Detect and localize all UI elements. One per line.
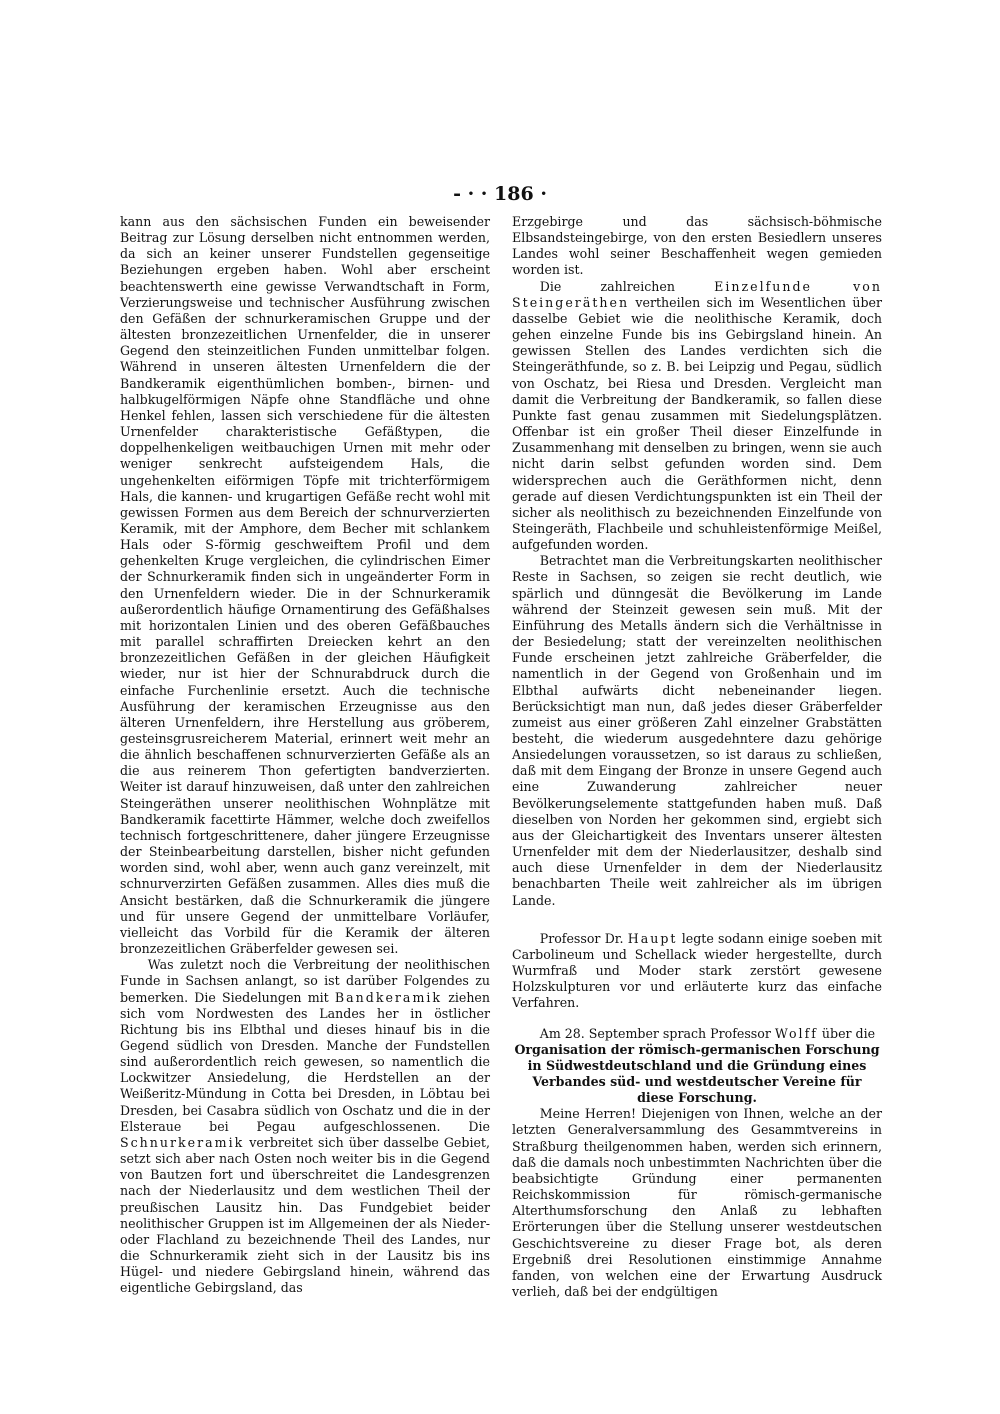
left-paragraph-2-part-a: Was zuletzt noch die Verbreitung der neolithischen Funde in Sachsen anlangt, so ist darüber Folgendes zu bemerken. Die Siedelungen mit (120, 957, 490, 1005)
left-paragraph-2-part-b: ziehen sich vom Nordwesten des Landes her in östlicher Richtung bis ins Elbthal und dieses hinauf bis in die Gegend südlich von Dresden. Manche der Fundstellen sind außerordentlich reich gewesen, so namentlich die Lockwitzer Ansiedelung, die Herdstellen an der Weißeritz-Mündung in Cotta bei Dresden, in Löbtau bei Dresden, bei Casabra südlich von Oschatz und die in der Elsteraue bei Pegau aufgeschlossenen. Die (120, 989, 491, 1134)
left-paragraph-2 (120, 957, 490, 1296)
right-paragraph-4 (512, 931, 882, 1012)
right-paragraph-6: Meine Herren! Diejenigen von Ihnen, welche an der letzten Generalversammlung des Gesammtvereins in Straßburg theilgenommen haben, werden sich erinnern, daß die damals noch unbestimmten Nachrichten über die beabsichtigte Gründung einer permanenten Reichskommission für römisch-germanische Alterthumsforschung den Anlaß zu lebhaften Erörterungen über die Stellung unserer westdeutschen Geschichtsvereine zu dieser Frage bot, als deren Ergebniß drei Resolutionen einstimmige Annahme fanden, von welchen eine der Erwartung Ausdruck verlieh, daß bei der endgültigen (512, 1106, 882, 1299)
right-paragraph-4-prefix: Professor Dr. (539, 930, 628, 946)
right-paragraph-4-rest: legte sodann einige soeben mit Carbolineum und Schellack wieder hergestellte, durch Wurmfraß und Moder stark zerstört gewesene Holzskulpturen vor und erläuterte kurz das einfache Verfahren. (512, 930, 882, 1011)
right-paragraph-5-prefix: Am 28. September sprach Professor (539, 1025, 775, 1041)
page-number-dash-left: - · · (453, 183, 495, 205)
section-heading: Organisation der römisch-germanischen Forschung in Südwestdeutschland und die Gründung eines Verbandes süd- und westdeutscher Vereine für diese Forschung. (514, 1041, 880, 1106)
left-paragraph-2-part-c: verbreitet sich über dasselbe Gebiet, setzt sich aber nach Osten noch weiter bis in die Gegend von Bautzen fort und überschreitet die Landesgrenzen nach der Niederlausitz und dem westlichen Theil der preußischen Lausitz hin. Das Fundgebiet beider neolithischer Gruppen ist im Allgemeinen der als Nieder- oder Flachland zu bezeichnende Theil des Landes, nur die Schnurkeramik zieht sich in der Lausitz bis ins Hügel- und niedere Gebirgsland hinein, während das eigentliche Gebirgsland, das (120, 1134, 490, 1296)
right-paragraph-5-rest: über die (817, 1025, 876, 1041)
page-number (0, 183, 1000, 205)
right-column (512, 214, 882, 1300)
right-paragraph-2 (512, 279, 882, 554)
right-emphasis-einzelfunde: Einzelfunde von Steingeräthen (512, 278, 882, 310)
left-column (120, 214, 490, 1296)
right-paragraph-5 (512, 1026, 882, 1042)
page-number-value: 186 (494, 183, 534, 205)
left-paragraph-1: kann aus den sächsischen Funden ein beweisender Beitrag zur Lösung derselben nicht entnommen werden, da sich an keiner unserer Fundstellen gegenseitige Beziehungen ergeben haben. Wohl aber erscheint beachtenswerth eine gewisse Verwandtschaft in Form, Verzierungsweise und technischer Ausführung zwischen den Gefäßen der schnurkeramischen Gruppe und der ältesten bronzezeitlichen Urnenfelder, die in unserer Gegend den steinzeitlichen Funden unmittelbar folgen. Während in unseren ältesten Urnenfeldern die der Bandkeramik eigenthümlichen bomben-, birnen- und halbkugelförmigen Näpfe ohne Standfläche und ohne Henkel fehlen, lassen sich verschiedene für die ältesten Urnenfelder charakteristische Gefäßtypen, die doppelhenkeligen weitbauchigen Urnen mit mehr oder weniger senkrecht aufsteigendem Hals, die ungehenkelten eiförmigen Töpfe mit trichterförmigem Hals, die kannen- und krugartigen Gefäße recht wohl mit gewissen Formen aus dem Bereich der schnurverzierten Keramik, mit der Amphore, dem Becher mit schlankem Hals oder S-förmig geschweiftem Profil und dem gehenkelten Kruge vergleichen, die cylindrischen Eimer der Schnurkeramik finden sich in ungeänderter Form in den Urnenfeldern wieder. Die in der Schnurkeramik außerordentlich häufige Ornamentirung des Gefäßhalses mit horizontalen Linien und des oberen Gefäßbauches mit parallel schraffirten Dreiecken kehrt an den bronzezeitlichen Gefäßen in der gleichen Häufigkeit wieder, nur ist hier der Schnurabdruck durch die einfache Furchenlinie ersetzt. Auch die technische Ausführung der keramischen Erzeugnisse aus den älteren Urnenfeldern, ihre Herstellung aus gröberem, gesteinsgrusreicherem Material, erinnert weit mehr an die ähnlich beschaffenen schnurverzierten Gefäße als an die aus reinerem Thon gefertigten bandverzierten. Weiter ist darauf hinzuweisen, daß unter den zahlreichen Steingeräthen unserer neolithischen Wohnplätze mit Bandkeramik facettirte Hämmer, welche doch zweifellos technisch fortgeschrittenere, daher jüngere Erzeugnisse der Steinbearbeitung darstellen, bisher nicht gefunden worden sind, wohl aber, wenn auch ganz vereinzelt, mit schnurverzirten Gefäßen zusammen. Alles dies muß die Ansicht bestärken, daß die Schnurkeramik die jüngere und für unsere Gegend der unmittelbare Vorläufer, vielleicht das Vorbild für die Keramik der älteren bronzezeitlichen Gräberfelder gewesen sei. (120, 214, 490, 957)
right-paragraph-3: Betrachtet man die Verbreitungskarten neolithischer Reste in Sachsen, so zeigen sie recht deutlich, wie spärlich und dünngesät die Bevölkerung im Lande während der Steinzeit gewesen sein muß. Mit der Einführung des Metalls ändern sich die Verhältnisse in der Besiedelung; statt der vereinzelten neolithischen Funde erscheinen jetzt zahlreiche Gräberfelder, die namentlich in der Gegend von Großenhain und im Elbthal aufwärts dicht nebeneinander liegen. Berücksichtigt man nun, daß jedes dieser Gräberfelder zumeist aus einer größeren Zahl einzelner Grabstätten besteht, die wiederum ausgedehntere dazu gehörige Ansiedelungen voraussetzen, so ist daraus zu schließen, daß mit dem Eingang der Bronze in unsere Gegend auch eine Zuwanderung zahlreicher neuer Bevölkerungselemente stattgefunden haben muß. Daß dieselben von Norden her gekommen sind, ergiebt sich aus der Gleichartigkeit des Inventars unserer ältesten Urnenfelder mit dem der Niederlausitzer, deshalb sind auch diese Urnenfelder in dem der Niederlausitz benachbarten Theile weit zahlreicher als im übrigen Lande. (512, 553, 882, 908)
right-emphasis-haupt: Haupt (627, 930, 678, 946)
right-paragraph-2-rest: vertheilen sich im Wesentlichen über dasselbe Gebiet wie die neolithische Keramik, doch gehen einzelne Funde bis ins Gebirgsland hinein. An gewissen Stellen des Landes verdichten sich die Steingeräthfunde, so z. B. bei Leipzig und Pegau, südlich von Oschatz, bei Riesa und Dresden. Vergleicht man damit die Verbreitung der Bandkeramik, so fallen diese Punkte fast genau zusammen mit Siedelungsplätzen. Offenbar ist ein großer Theil dieser Einzelfunde in Zusammenhang mit denselben zu bringen, wenn sie auch nicht darin selbst gefunden worden sind. Dem widersprechen auch die Geräthformen nicht, denn gerade auf diesen Verdichtungspunkten ist ein Theil der sicher als neolithisch zu bezeichnenden Einzelfunde von Steingeräth, Flachbeile und schuhleistenförmige Meißel, aufgefunden worden. (512, 294, 882, 553)
left-emphasis-bandkeramik: Bandkeramik (334, 989, 443, 1005)
page-number-dash-right: · (533, 183, 547, 205)
right-emphasis-wolff: Wolff (774, 1025, 818, 1041)
left-emphasis-schnurkeramik: Schnurkeramik (120, 1134, 245, 1150)
right-paragraph-1: Erzgebirge und das sächsisch-böhmische Elbsandsteingebirge, von den ersten Besiedlern unseres Landes wohl seiner Beschaffenheit wegen gemieden worden ist. (512, 214, 882, 278)
right-paragraph-2-prefix: Die zahlreichen (539, 278, 715, 294)
